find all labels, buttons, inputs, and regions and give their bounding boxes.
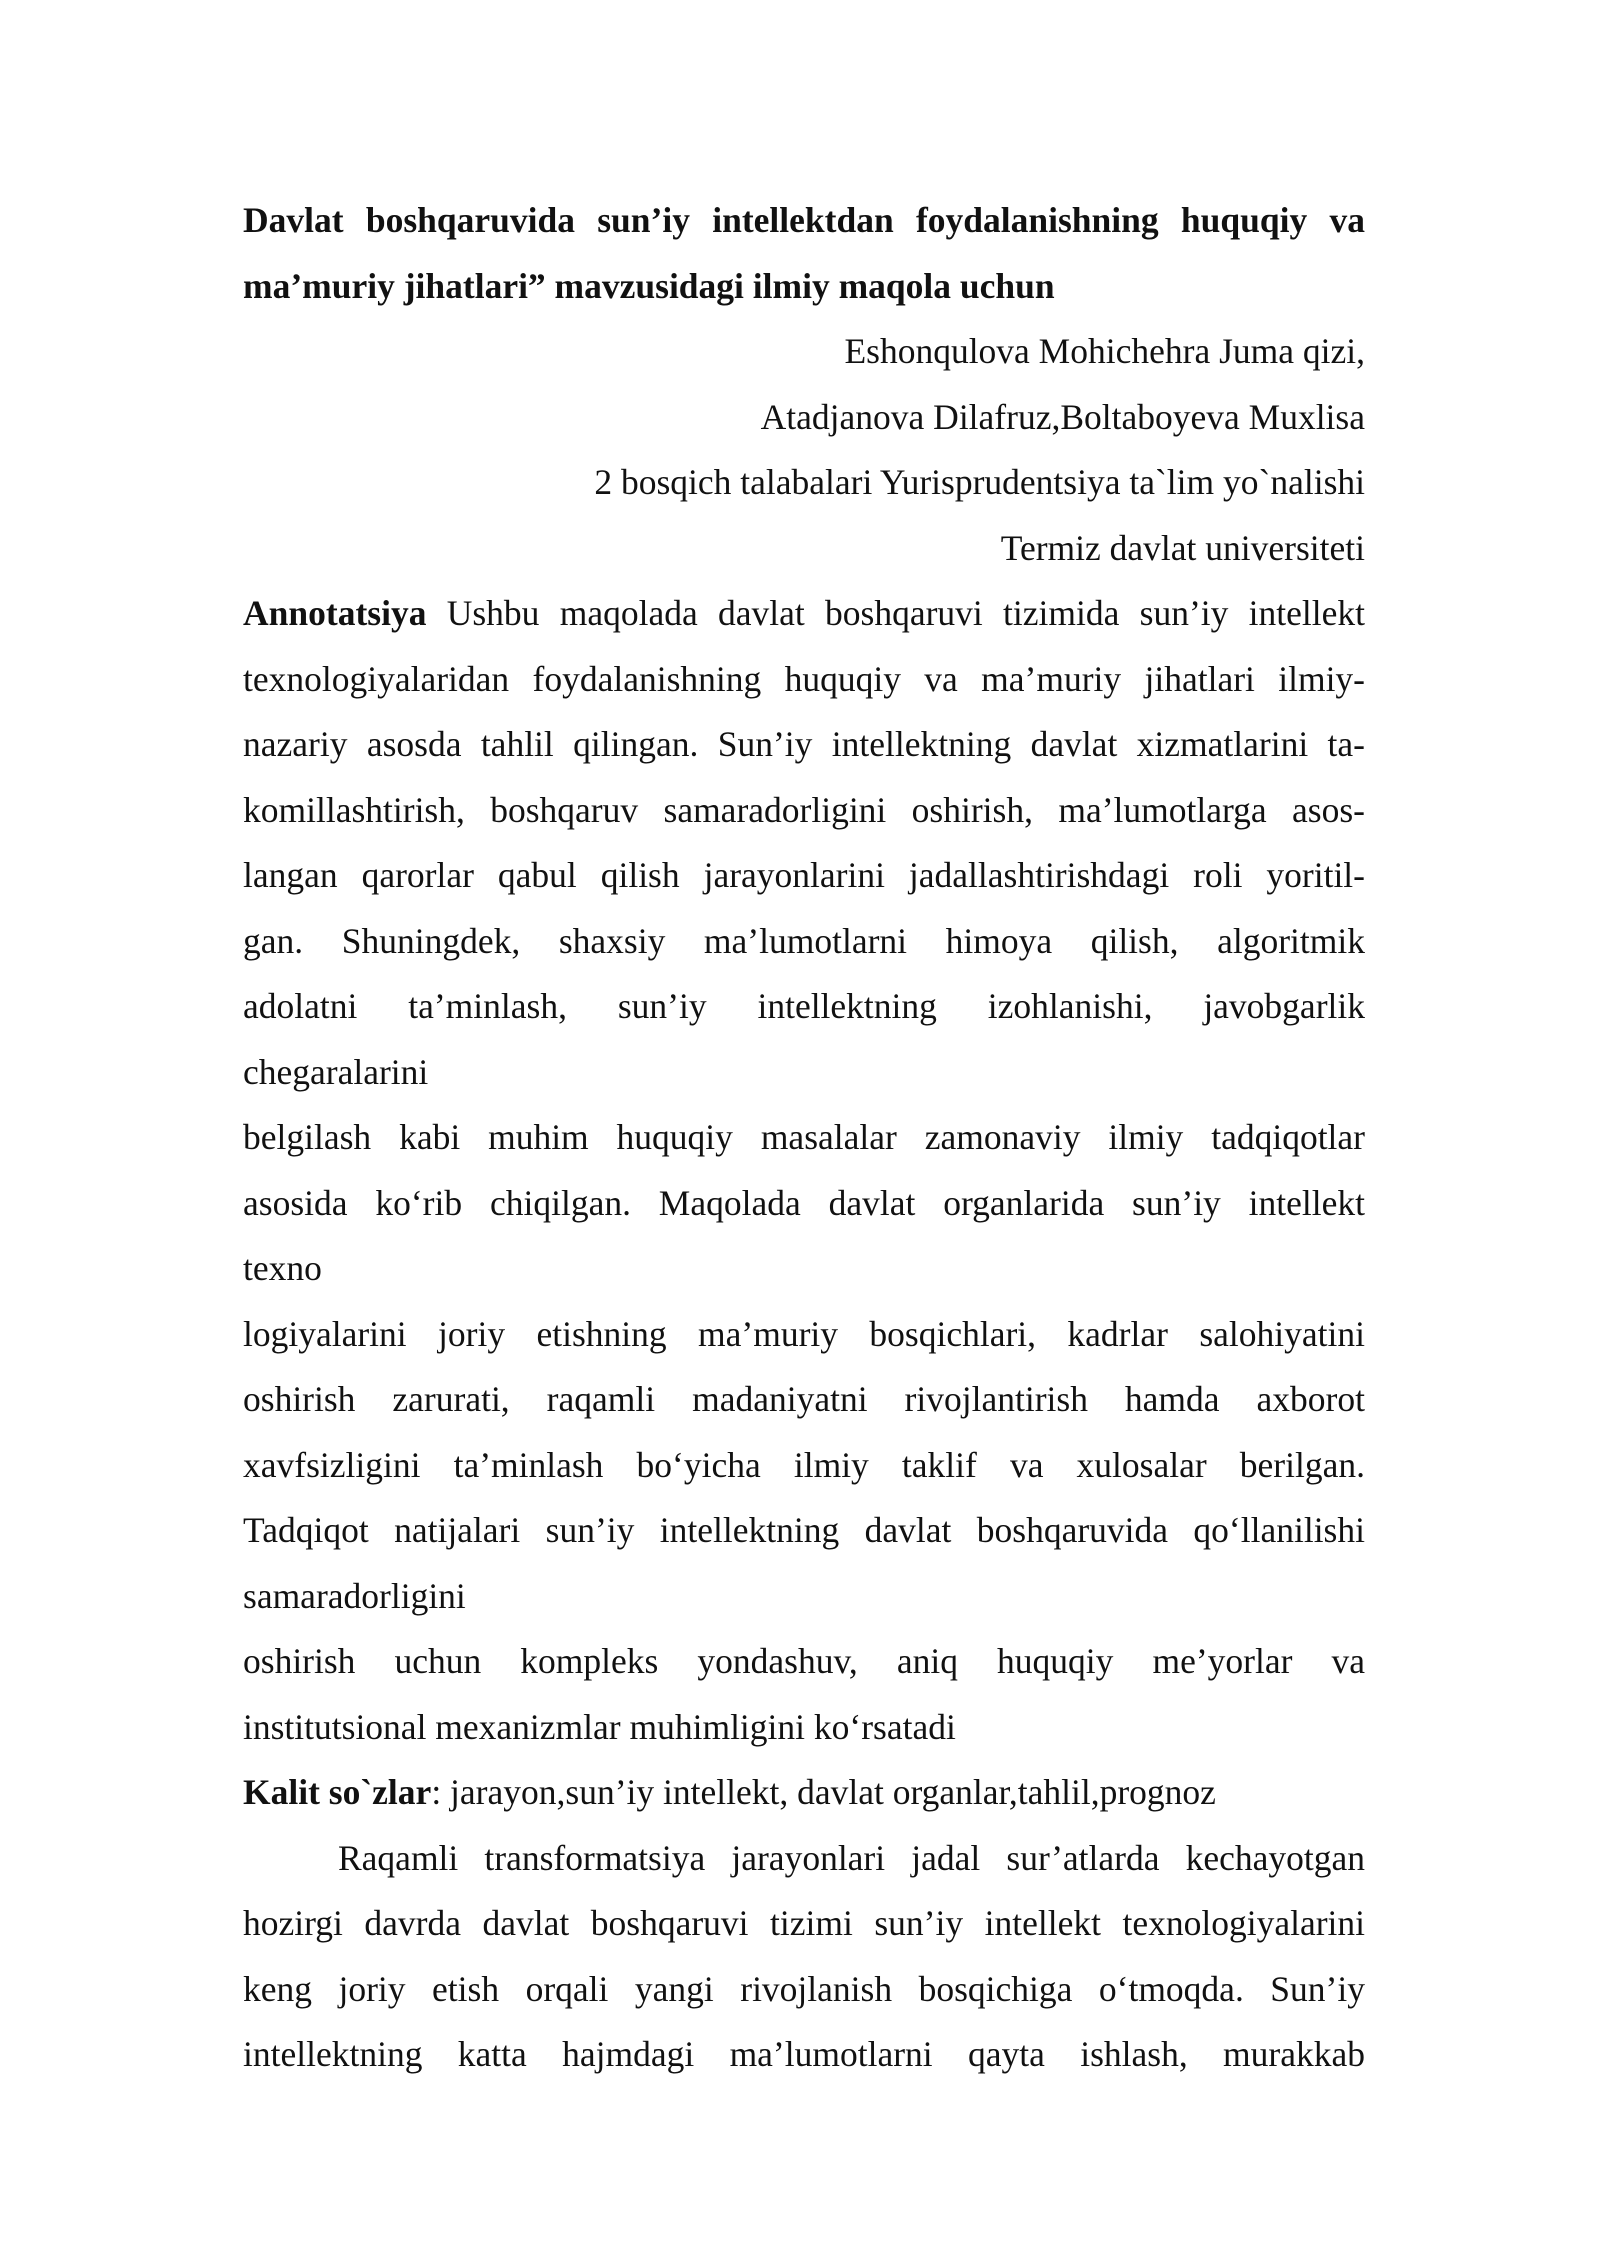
body-line: intellektning katta hajmdagi ma’lumotlarni qayta ishlash, murakkab	[243, 2034, 1365, 2074]
author-affiliation: 2 bosqich talabalari Yurisprudentsiya ta`lim yo`nalishi	[594, 462, 1365, 502]
abstract-line: asosida ko‘rib chiqilgan. Maqolada davlat organlarida sun’iy intellekt	[243, 1182, 1365, 1223]
abstract-line: texnologiyalaridan foydalanishning huquqiy va ma’muriy jihatlari ilmiy-	[243, 658, 1365, 699]
author-names: Atadjanova Dilafruz,Boltaboyeva Muxlisa	[760, 396, 1365, 437]
body-line: keng joriy etish orqali yangi rivojlanish bosqichiga o‘tmoqda. Sun’iy	[243, 1968, 1365, 2009]
keywords-text: : jarayon,sun’iy intellekt, davlat organlar,tahlil,prognoz	[431, 1772, 1216, 1812]
title-line: ma’muriy jihatlari” mavzusidagi ilmiy maqola uchun	[243, 265, 1055, 306]
abstract-line: Tadqiqot natijalari sun’iy intellektning davlat boshqaruvida qo‘llanilishi	[243, 1510, 1365, 1550]
abstract-line	[243, 581, 1365, 647]
abstract-line: logiyalarini joriy etishning ma’muriy bosqichlari, kadrlar salohiyatini	[243, 1313, 1365, 1354]
abstract-line: oshirish uchun kompleks yondashuv, aniq huquqiy me’yorlar va	[243, 1641, 1365, 1681]
body-line: Raqamli transformatsiya jarayonlari jadal sur’atlarda kechayotgan	[338, 1837, 1365, 1878]
abstract-line: xavfsizligini ta’minlash bo‘yicha ilmiy taklif va xulosalar berilgan.	[243, 1444, 1365, 1485]
title-line: Davlat boshqaruvida sun’iy intellektdan foydalanishning huquqiy va	[243, 200, 1365, 240]
keywords-label: Kalit so`zlar	[243, 1772, 432, 1812]
abstract-label: Annotatsiya	[243, 593, 427, 633]
abstract-line: langan qarorlar qabul qilish jarayonlarini jadallashtirishdagi roli yoritil-	[243, 855, 1365, 895]
keywords-line	[243, 1760, 1365, 1826]
abstract-line: institutsional mexanizmlar muhimligini ko‘rsatadi	[243, 1706, 956, 1747]
abstract-line: belgilash kabi muhim huquqiy masalalar zamonaviy ilmiy tadqiqotlar	[243, 1117, 1365, 1157]
abstract-line: gan. Shuningdek, shaxsiy ma’lumotlarni himoya qilish, algoritmik	[243, 920, 1365, 961]
abstract-line: samaradorligini	[243, 1575, 466, 1616]
author-names: Eshonqulova Mohichehra Juma qizi,	[844, 331, 1365, 371]
abstract-line: komillashtirish, boshqaruv samaradorligini oshirish, ma’lumotlarga asos-	[243, 789, 1365, 830]
abstract-line: oshirish zarurati, raqamli madaniyatni rivojlantirish hamda axborot	[243, 1379, 1365, 1419]
abstract-line: chegaralarini	[243, 1051, 429, 1092]
abstract-line: adolatni ta’minlash, sun’iy intellektning izohlanishi, javobgarlik	[243, 986, 1365, 1026]
document-content	[243, 188, 1365, 2088]
author-university: Termiz davlat universiteti	[1000, 527, 1365, 568]
abstract-line: nazariy asosda tahlil qilingan. Sun’iy intellektning davlat xizmatlarini ta-	[243, 724, 1365, 764]
abstract-line: texno	[243, 1248, 322, 1288]
body-line: hozirgi davrda davlat boshqaruvi tizimi sun’iy intellekt texnologiyalarini	[243, 1903, 1365, 1943]
abstract-text: Ushbu maqolada davlat boshqaruvi tizimida sun’iy intellekt	[426, 593, 1365, 633]
